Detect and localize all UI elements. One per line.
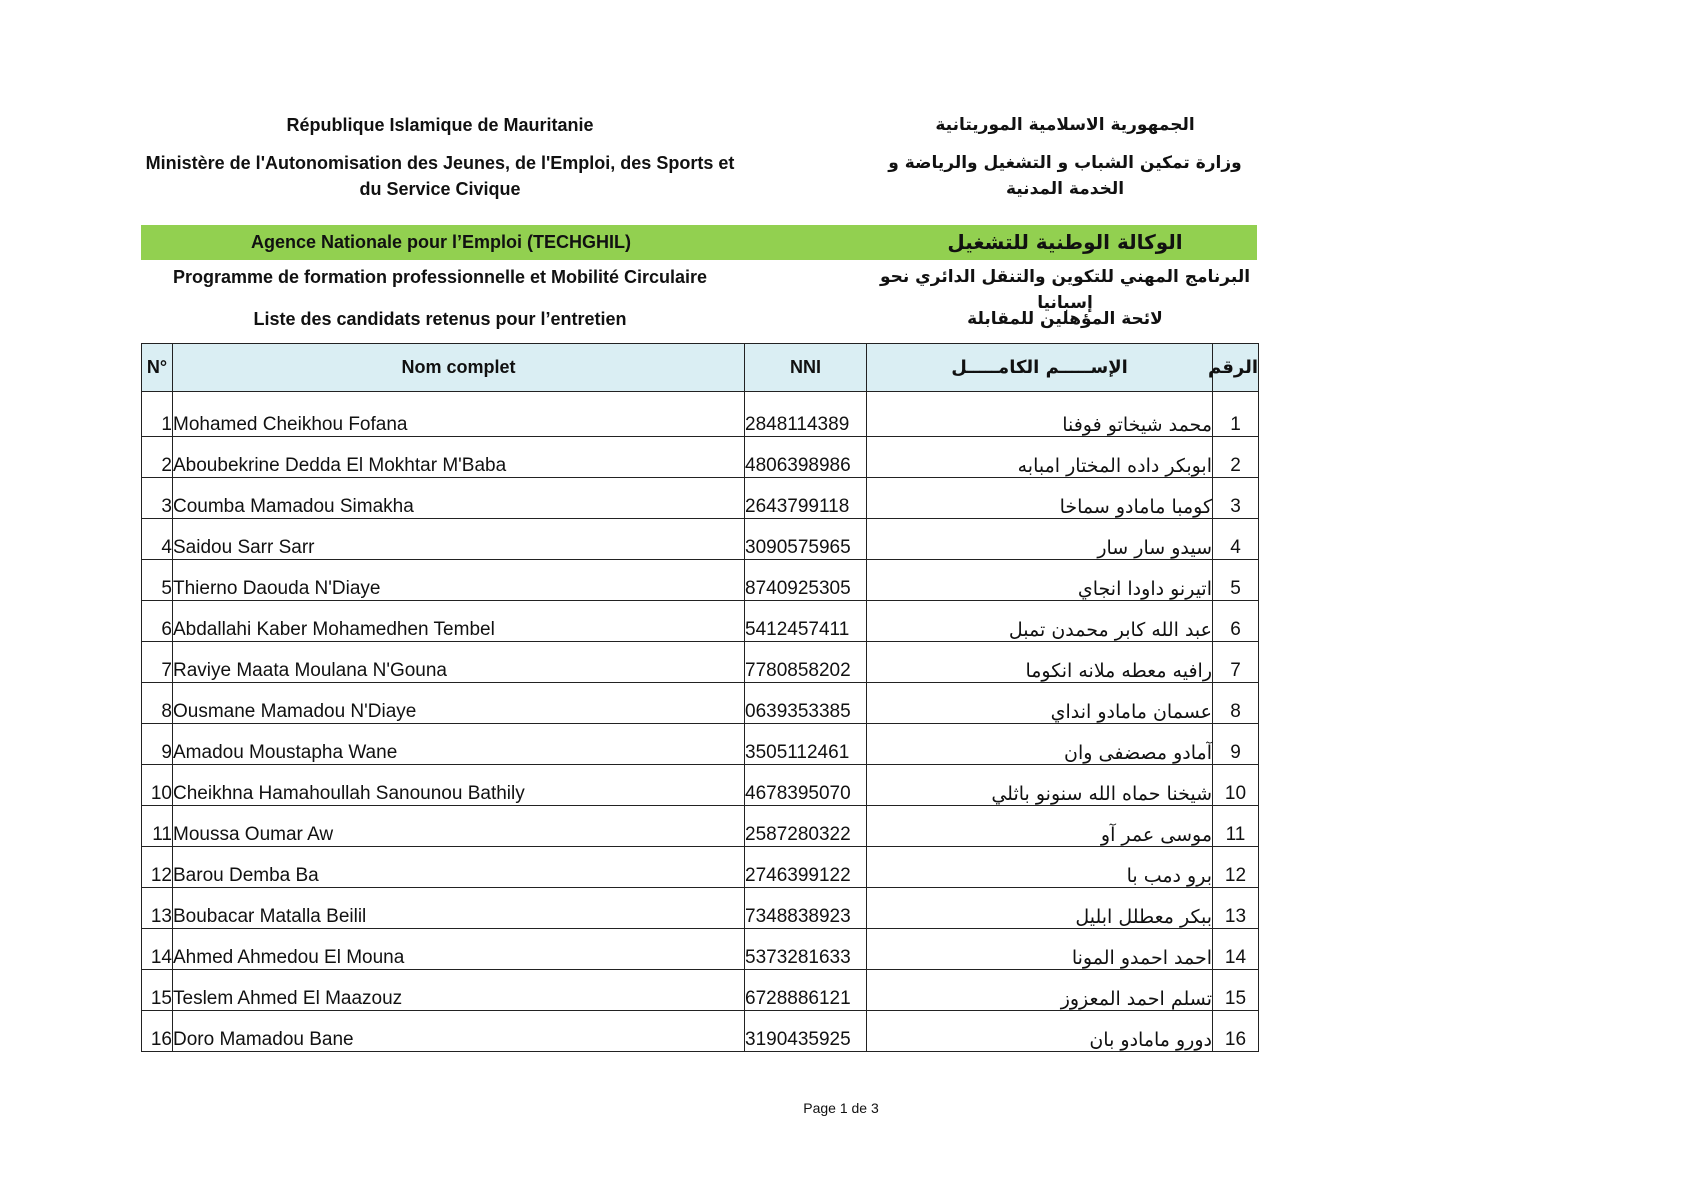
- table-row: [142, 847, 1259, 888]
- candidate-nni: 7780858202: [745, 642, 867, 683]
- candidate-name-ar: تسلم احمد المعزوز: [867, 970, 1213, 1011]
- candidate-name-ar: ببكر معطلل ابليل: [867, 888, 1213, 929]
- candidate-nni: 3090575965: [745, 519, 867, 560]
- column-header-no-ar: الرقم: [1213, 344, 1259, 392]
- list-title-fr: Liste des candidats retenus pour l’entretien: [253, 309, 627, 329]
- list-title-ar: لائحة المؤهلين للمقابلة: [967, 309, 1163, 329]
- candidate-name: Teslem Ahmed El Maazouz: [173, 970, 745, 1011]
- candidate-name-ar: ابوبكر داده المختار امبابه: [867, 437, 1213, 478]
- row-number-ar: 12: [1213, 847, 1259, 888]
- row-number: 6: [142, 601, 173, 642]
- republic-title-fr: République Islamique de Mauritanie: [286, 115, 594, 135]
- column-header-name-ar: الإســـــم الكامـــــل: [867, 344, 1213, 392]
- candidate-name: Moussa Oumar Aw: [173, 806, 745, 847]
- agency-title-ar: الوكالة الوطنية للتشغيل: [947, 230, 1183, 254]
- candidate-name: Saidou Sarr Sarr: [173, 519, 745, 560]
- row-number: 11: [142, 806, 173, 847]
- row-number-ar: 4: [1213, 519, 1259, 560]
- row-number: 13: [142, 888, 173, 929]
- table-row: [142, 806, 1259, 847]
- table-row: [142, 437, 1259, 478]
- table-row: [142, 478, 1259, 519]
- republic-title-ar: الجمهورية الاسلامية الموريتانية: [935, 115, 1195, 135]
- row-number-ar: 11: [1213, 806, 1259, 847]
- row-number: 12: [142, 847, 173, 888]
- candidate-name: Barou Demba Ba: [173, 847, 745, 888]
- candidate-nni: 3505112461: [745, 724, 867, 765]
- row-number: 2: [142, 437, 173, 478]
- candidate-name-ar: سيدو سار سار: [867, 519, 1213, 560]
- agency-banner: [141, 225, 1257, 260]
- candidate-name-ar: برو دمب با: [867, 847, 1213, 888]
- candidate-name: Thierno Daouda N'Diaye: [173, 560, 745, 601]
- ministry-title-fr: Ministère de l'Autonomisation des Jeunes, de l'Emploi, des Sports et du Service Civique: [145, 153, 735, 199]
- candidate-nni: 2746399122: [745, 847, 867, 888]
- row-number: 14: [142, 929, 173, 970]
- table-row: [142, 765, 1259, 806]
- row-number-ar: 8: [1213, 683, 1259, 724]
- row-number-ar: 16: [1213, 1011, 1259, 1052]
- candidate-nni: 4806398986: [745, 437, 867, 478]
- candidate-name-ar: عسمان مامادو انداي: [867, 683, 1213, 724]
- table-row: [142, 1011, 1259, 1052]
- table-row: [142, 929, 1259, 970]
- row-number: 3: [142, 478, 173, 519]
- table-row: [142, 519, 1259, 560]
- ministry-title-ar: وزارة تمكين الشباب و التشغيل والرياضة و الخدمة المدنية: [888, 153, 1242, 199]
- candidate-name-ar: شيخنا حماه الله سنونو باثلي: [867, 765, 1213, 806]
- table-row: [142, 888, 1259, 929]
- row-number: 4: [142, 519, 173, 560]
- candidate-name: Mohamed Cheikhou Fofana: [173, 392, 745, 437]
- table-row: [142, 683, 1259, 724]
- candidate-name: Abdallahi Kaber Mohamedhen Tembel: [173, 601, 745, 642]
- row-number-ar: 14: [1213, 929, 1259, 970]
- candidate-nni: 0639353385: [745, 683, 867, 724]
- candidate-name-ar: كومبا مامادو سماخا: [867, 478, 1213, 519]
- candidate-nni: 8740925305: [745, 560, 867, 601]
- candidate-name-ar: عبد الله كابر محمدن تمبل: [867, 601, 1213, 642]
- row-number-ar: 3: [1213, 478, 1259, 519]
- row-number-ar: 10: [1213, 765, 1259, 806]
- candidate-nni: 5373281633: [745, 929, 867, 970]
- candidates-table: [141, 343, 1259, 1052]
- candidate-nni: 4678395070: [745, 765, 867, 806]
- candidate-name-ar: رافيه معطه ملانه انكوما: [867, 642, 1213, 683]
- table-row: [142, 392, 1259, 437]
- candidate-name-ar: دورو مامادو بان: [867, 1011, 1213, 1052]
- candidate-name-ar: موسى عمر آو: [867, 806, 1213, 847]
- candidate-name-ar: محمد شيخاتو فوفنا: [867, 392, 1213, 437]
- candidate-name: Coumba Mamadou Simakha: [173, 478, 745, 519]
- candidate-name: Cheikhna Hamahoullah Sanounou Bathily: [173, 765, 745, 806]
- candidate-name: Aboubekrine Dedda El Mokhtar M'Baba: [173, 437, 745, 478]
- table-row: [142, 642, 1259, 683]
- table-row: [142, 601, 1259, 642]
- candidate-name-ar: احمد احمدو المونا: [867, 929, 1213, 970]
- candidate-name-ar: اتيرنو داودا انجاي: [867, 560, 1213, 601]
- candidate-nni: 7348838923: [745, 888, 867, 929]
- page-number: Page 1 de 3: [803, 1100, 879, 1116]
- candidate-name-ar: آمادو مصضفى وان: [867, 724, 1213, 765]
- column-header-no: N°: [142, 344, 173, 392]
- candidate-nni: 3190435925: [745, 1011, 867, 1052]
- candidate-nni: 2848114389: [745, 392, 867, 437]
- candidate-name: Boubacar Matalla Beilil: [173, 888, 745, 929]
- table-body: [142, 392, 1259, 1052]
- row-number: 16: [142, 1011, 173, 1052]
- row-number: 5: [142, 560, 173, 601]
- agency-title-fr: Agence Nationale pour l’Emploi (TECHGHIL): [250, 232, 632, 252]
- table-row: [142, 970, 1259, 1011]
- row-number-ar: 15: [1213, 970, 1259, 1011]
- row-number: 1: [142, 392, 173, 437]
- table-header-row: [142, 344, 1259, 392]
- row-number-ar: 5: [1213, 560, 1259, 601]
- row-number-ar: 1: [1213, 392, 1259, 437]
- column-header-name: Nom complet: [173, 344, 745, 392]
- row-number: 15: [142, 970, 173, 1011]
- candidate-name: Doro Mamadou Bane: [173, 1011, 745, 1052]
- row-number: 7: [142, 642, 173, 683]
- table-row: [142, 724, 1259, 765]
- row-number: 9: [142, 724, 173, 765]
- row-number-ar: 2: [1213, 437, 1259, 478]
- candidate-name: Amadou Moustapha Wane: [173, 724, 745, 765]
- row-number-ar: 13: [1213, 888, 1259, 929]
- program-title-ar: البرنامج المهني للتكوين والتنقل الدائري نحو إسبانيا: [879, 267, 1251, 313]
- candidate-nni: 2587280322: [745, 806, 867, 847]
- candidate-name: Ahmed Ahmedou El Mouna: [173, 929, 745, 970]
- row-number-ar: 9: [1213, 724, 1259, 765]
- candidate-name: Raviye Maata Moulana N'Gouna: [173, 642, 745, 683]
- row-number-ar: 7: [1213, 642, 1259, 683]
- candidate-nni: 5412457411: [745, 601, 867, 642]
- table-row: [142, 560, 1259, 601]
- row-number: 8: [142, 683, 173, 724]
- column-header-nni: NNI: [745, 344, 867, 392]
- row-number: 10: [142, 765, 173, 806]
- candidate-nni: 2643799118: [745, 478, 867, 519]
- candidate-nni: 6728886121: [745, 970, 867, 1011]
- program-title-fr: Programme de formation professionnelle et Mobilité Circulaire: [172, 267, 708, 287]
- candidate-name: Ousmane Mamadou N'Diaye: [173, 683, 745, 724]
- row-number-ar: 6: [1213, 601, 1259, 642]
